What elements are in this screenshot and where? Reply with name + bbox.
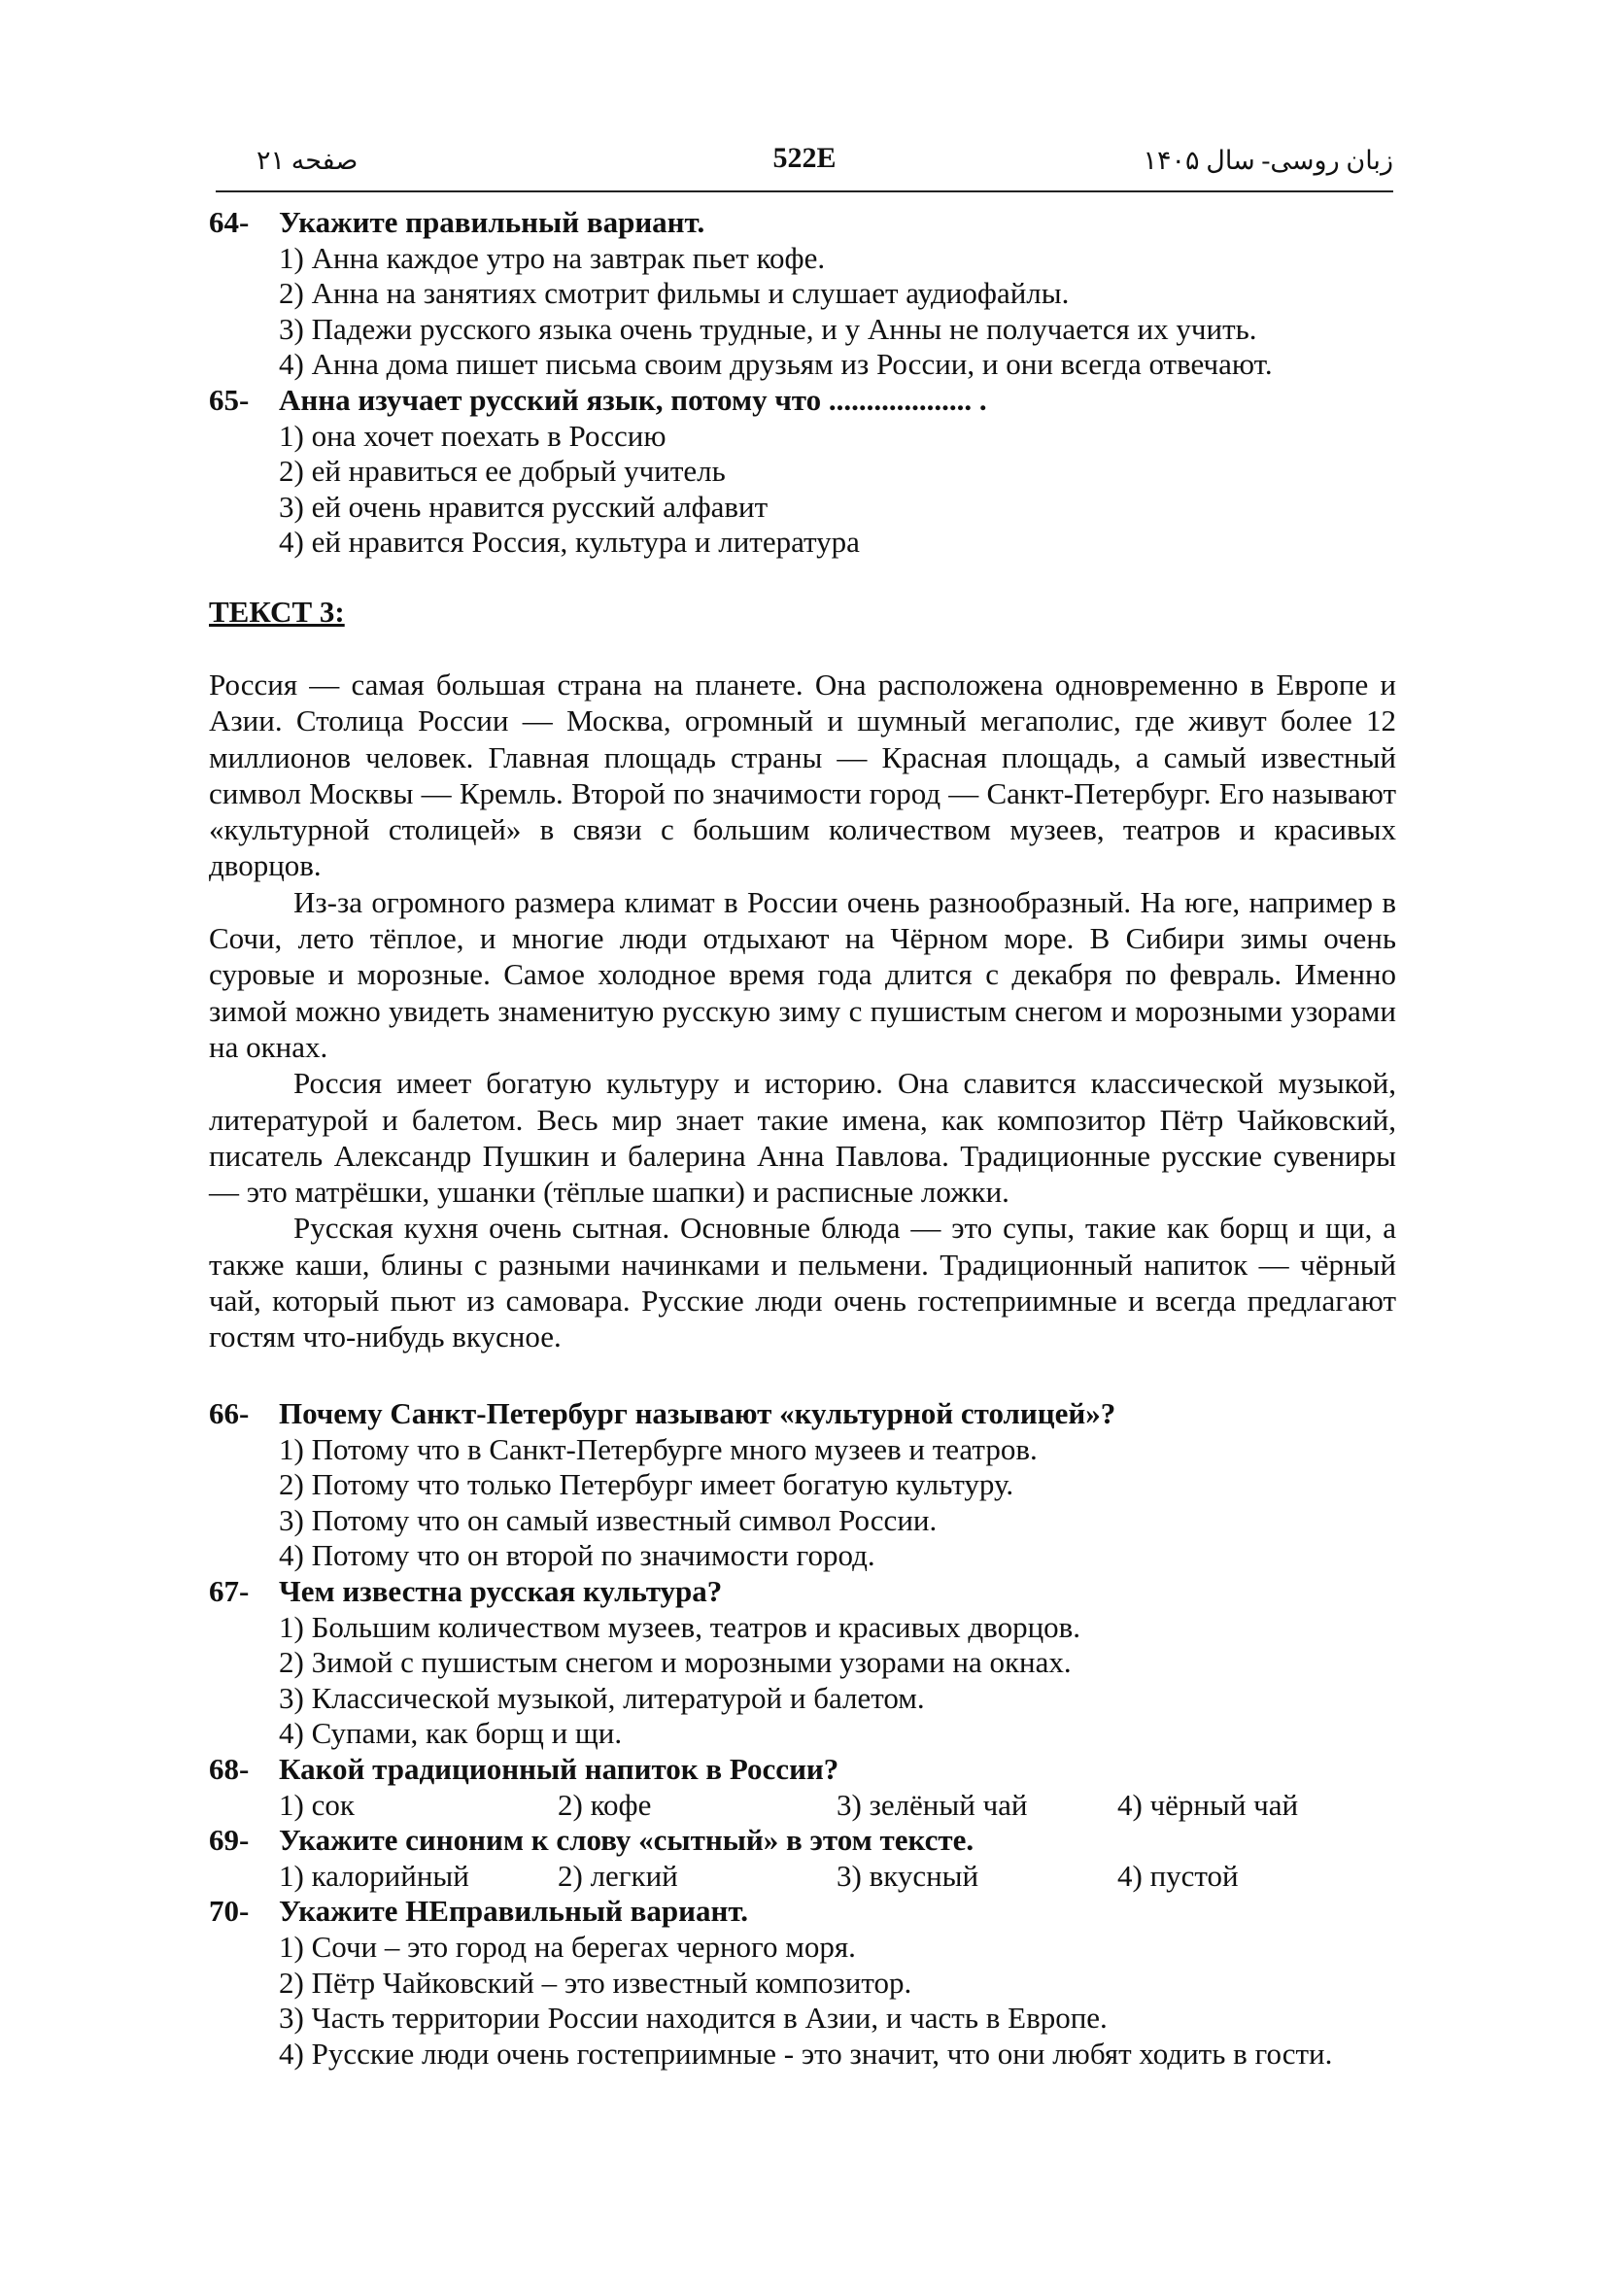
question-number: 69- <box>209 1823 250 1858</box>
page-number-label: صفحه ۲۱ <box>256 146 359 175</box>
answer-option: 4) Русские люди очень гостеприимные - это значит, что они любят ходить в гости. <box>279 2036 1333 2071</box>
subject-year-label: زبان روسی- سال ۱۴۰۵ <box>1143 146 1393 175</box>
question-text: Почему Санкт-Петербург называют «культурной столицей»? <box>279 1396 1116 1430</box>
page-header <box>216 136 1393 190</box>
question-number: 64- <box>209 205 250 239</box>
answer-option: 2) Потому что только Петербург имеет богатую культуру. <box>279 1467 1014 1502</box>
answer-option: 4) Анна дома пишет письма своим друзьям из России, и они всегда отвечают. <box>279 347 1273 382</box>
answer-option: 1) Потому что в Санкт-Петербурге много музеев и театров. <box>279 1431 1038 1466</box>
exam-code: 522E <box>772 142 837 174</box>
answer-option: 4) ей нравится Россия, культура и литература <box>279 525 860 560</box>
question-70 <box>209 1894 1396 2072</box>
passage-paragraph-1: Россия — самая большая страна на планете. Она расположена одновременно в Европе и Азии. Столица России — Москва, огромный и шумный мегаполис, где живут более 12 миллионов человек. Главная площадь страны — Красная площадь, а самый известный символ Москвы — Кремль. Второй по значимости город — Санкт-Петербург. Его называют «культурной столицей» в связи с большим количеством музеев, театров и красивых дворцов. <box>209 668 1396 883</box>
answer-option: 4) Потому что он второй по значимости город. <box>279 1538 875 1573</box>
answer-options-row <box>209 1788 1396 1824</box>
question-group-64-65 <box>209 205 1396 561</box>
question-text: Какой традиционный напиток в России? <box>279 1751 839 1786</box>
question-text: Чем известна русская культура? <box>279 1573 723 1608</box>
question-text: Укажите правильный вариант. <box>279 205 705 239</box>
question-68 <box>209 1752 1396 1823</box>
answer-option: 4) Супами, как борщ и щи. <box>279 1716 623 1751</box>
answer-option: 1) калорийный <box>279 1858 469 1893</box>
answer-option: 3) Классической музыкой, литературой и балетом. <box>279 1680 925 1715</box>
answer-option: 3) Падежи русского языка очень трудные, и у Анны не получается их учить. <box>279 311 1257 346</box>
answer-option: 2) Пётр Чайковский – это известный композитор. <box>279 1965 912 2000</box>
answer-option: 3) зелёный чай <box>837 1787 1028 1822</box>
answer-option: 1) Сочи – это город на берегах черного моря. <box>279 1929 856 1964</box>
question-number: 66- <box>209 1396 250 1430</box>
answer-option: 2) легкий <box>558 1858 678 1893</box>
answer-option: 2) Зимой с пушистым снегом и морозными узорами на окнах. <box>279 1645 1072 1680</box>
answer-option: 2) ей нравиться ее добрый учитель <box>279 454 726 489</box>
answer-option: 3) Часть территории России находится в Азии, и часть в Европе. <box>279 2001 1108 2036</box>
answer-option: 1) Большим количеством музеев, театров и красивых дворцов. <box>279 1609 1081 1644</box>
text-3-title: ТЕКСТ 3: <box>209 595 345 629</box>
question-number: 65- <box>209 382 250 417</box>
answer-option: 3) ей очень нравится русский алфавит <box>279 489 769 524</box>
passage-paragraph-3: Россия имеет богатую культуру и историю. Она славится классической музыкой, литературой и балетом. Весь мир знает такие имена, как композитор Пётр Чайковский, писатель Александр Пушкин и балерина Анна Павлова. Традиционные русские сувениры — это матрёшки, ушанки (тёплые шапки) и расписные ложки. <box>209 1066 1396 1210</box>
question-69 <box>209 1823 1396 1894</box>
question-number: 67- <box>209 1573 250 1608</box>
answer-option: 2) кофе <box>558 1787 652 1822</box>
answer-option: 1) Анна каждое утро на завтрак пьет кофе. <box>279 240 826 275</box>
question-number: 70- <box>209 1894 250 1929</box>
answer-option: 3) Потому что он самый известный символ России. <box>279 1502 938 1537</box>
answer-options-row <box>209 1859 1396 1895</box>
question-64 <box>209 205 1396 383</box>
question-group-66-70 <box>209 1396 1396 2072</box>
question-66 <box>209 1396 1396 1574</box>
passage-paragraph-4: Русская кухня очень сытная. Основные блюда — это супы, такие как борщ и щи, а также каши, блины с разными начинками и пельмени. Традиционный напиток — чёрный чай, который пьют из самовара. Русские люди очень гостеприимные и всегда предлагают гостям что-нибудь вкусное. <box>209 1211 1396 1354</box>
question-number: 68- <box>209 1751 250 1786</box>
question-text: Анна изучает русский язык, потому что ................... . <box>279 382 987 417</box>
question-text: Укажите синоним к слову «сытный» в этом тексте. <box>279 1823 974 1858</box>
answer-option: 4) пустой <box>1117 1858 1239 1893</box>
question-65 <box>209 383 1396 561</box>
answer-option: 1) она хочет поехать в Россию <box>279 418 667 453</box>
answer-option: 4) чёрный чай <box>1117 1787 1299 1822</box>
question-67 <box>209 1574 1396 1752</box>
reading-passage <box>209 667 1396 1355</box>
answer-option: 2) Анна на занятиях смотрит фильмы и слушает аудиофайлы. <box>279 276 1070 311</box>
answer-option: 1) сок <box>279 1787 355 1822</box>
passage-paragraph-2: Из-за огромного размера климат в России очень разнообразный. На юге, например в Сочи, лето тёплое, и многие люди отдыхают на Чёрном море. В Сибири зимы очень суровые и морозные. Самое холодное время года длится с декабря по февраль. Именно зимой можно увидеть знаменитую русскую зиму с пушистым снегом и морозными узорами на окнах. <box>209 884 1396 1064</box>
question-text: Укажите НЕправильный вариант. <box>279 1894 748 1929</box>
answer-option: 3) вкусный <box>837 1858 979 1893</box>
header-divider <box>216 190 1393 192</box>
